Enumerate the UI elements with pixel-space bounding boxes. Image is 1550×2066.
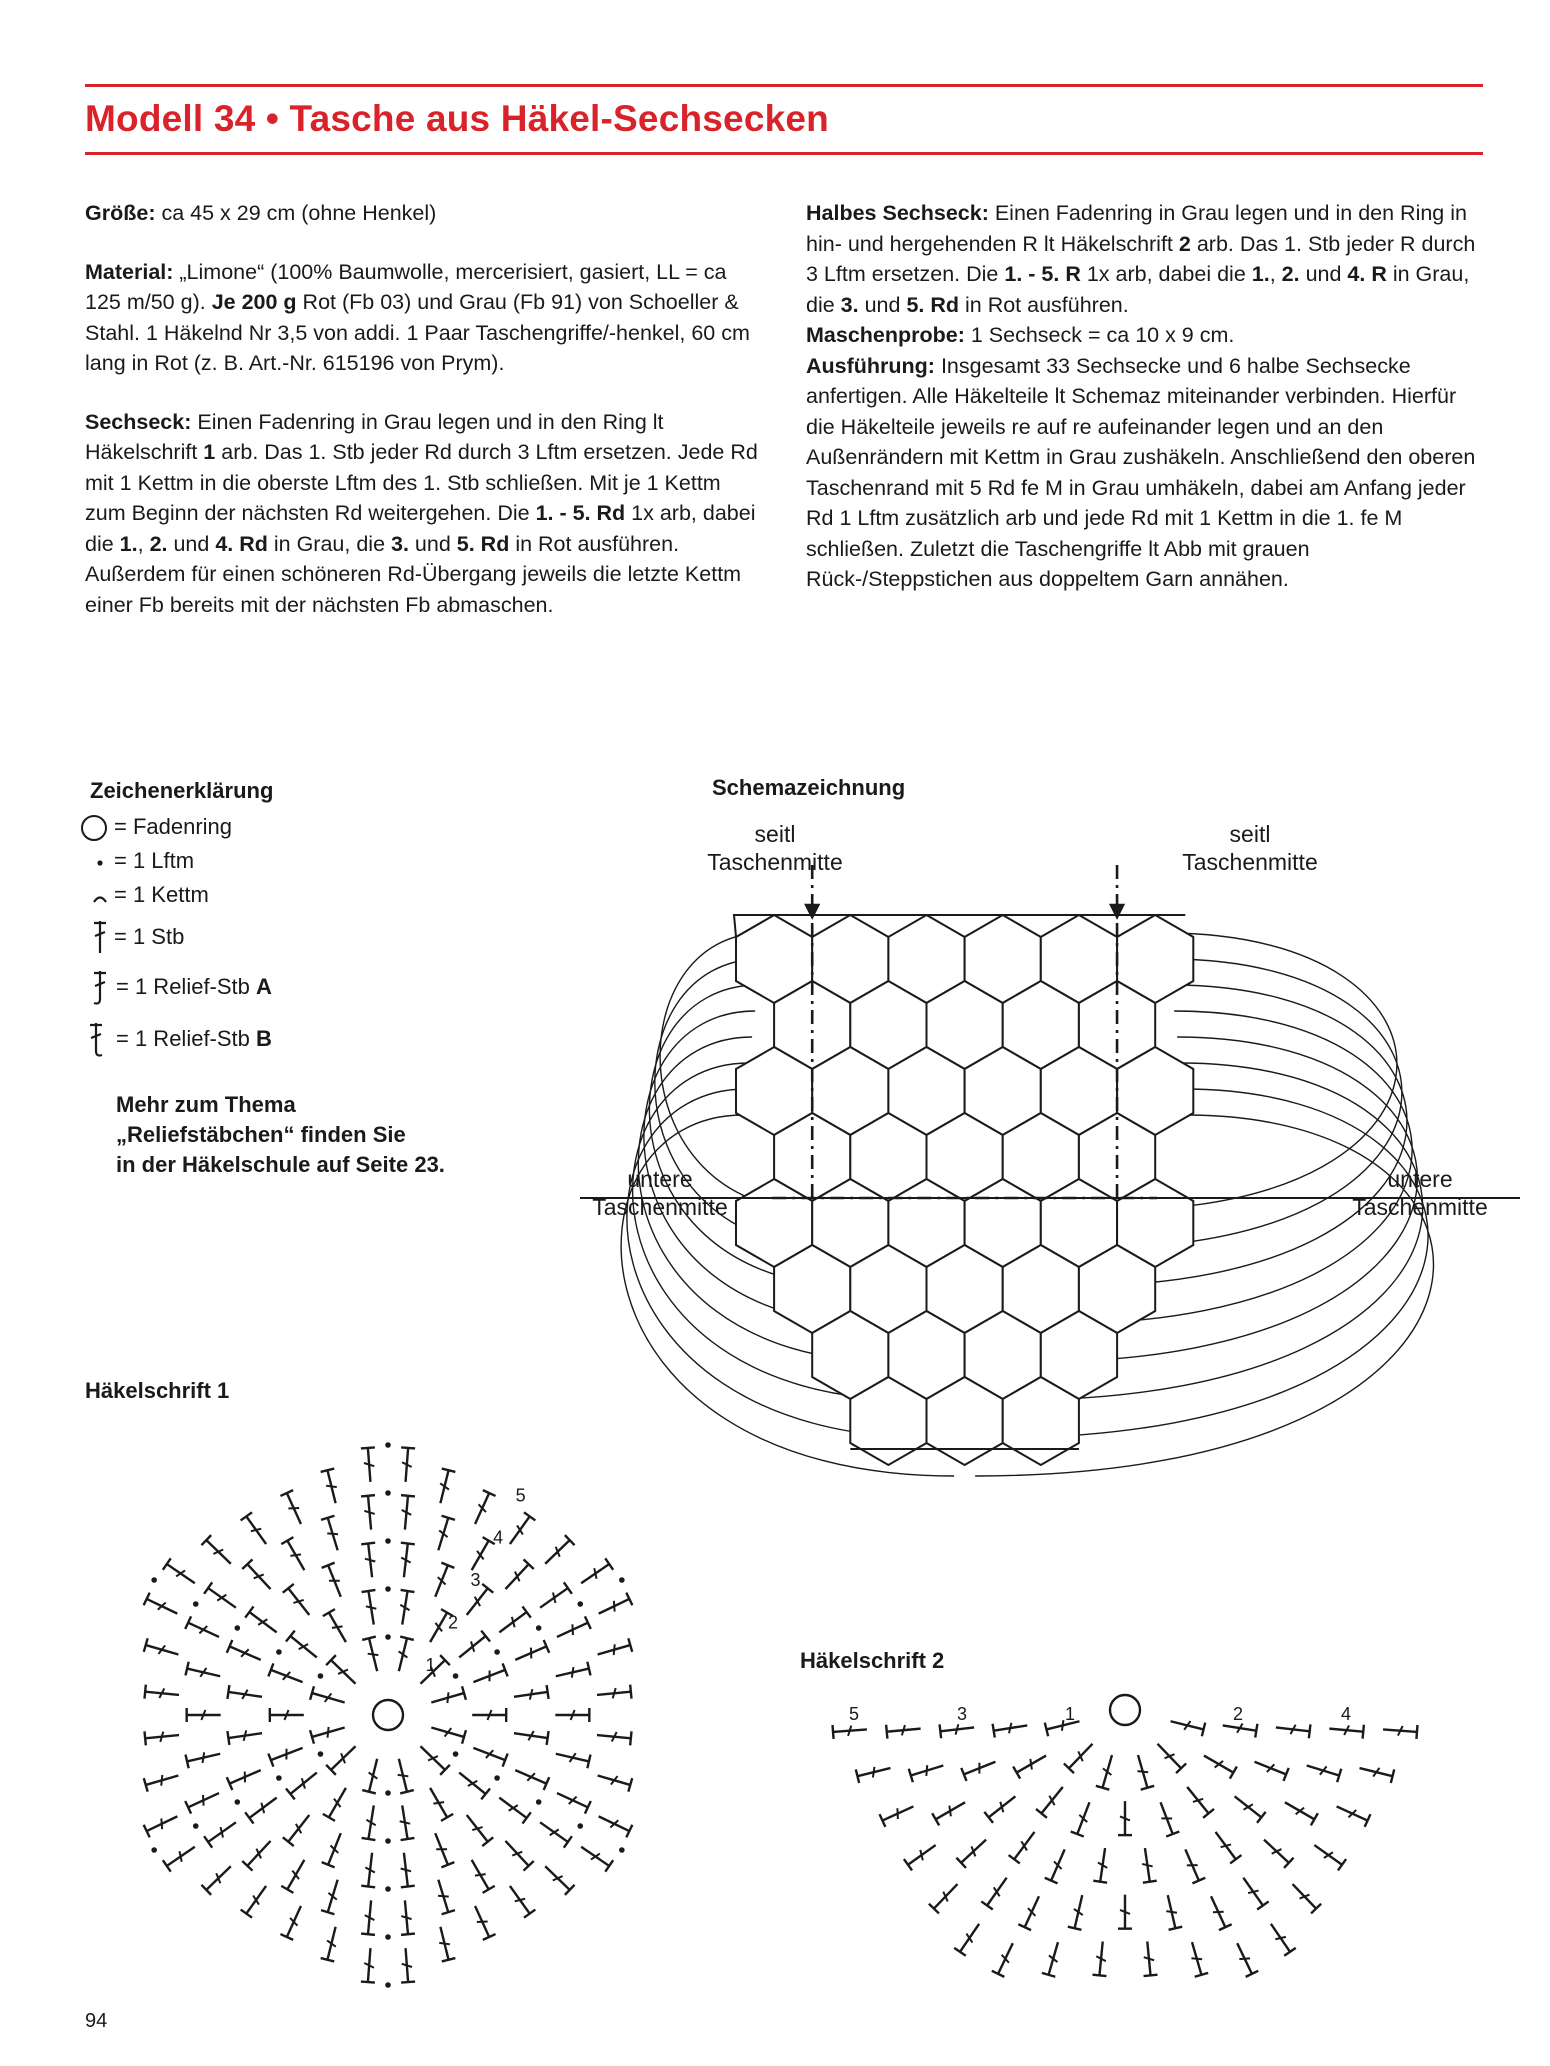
legend-item-relief-a xyxy=(72,972,272,1002)
legend-item-relief-b xyxy=(72,1024,272,1054)
execution-text: Insgesamt 33 Sechsecke und 6 halbe Sechsecke anfertigen. Alle Häkelteile lt Schemaz miteinander verbinden. Hierfür die Häkelteile jeweils re auf re aufeinander legen und an den Außenrändern mit Kettm in Grau zushäkeln. Anschließend den oberen Taschenrand mit 5 Rd fe M in Grau umhäkeln, dabei am Anfang jeder Rd 1 Lftm zusätzlich arb und jede Rd mit 1 Kettm in die 1. fe M schließen. Zuletzt die Taschengriffe lt Abb mit grauen Rück-/Steppstichen aus doppeltem Garn annähen. xyxy=(806,353,1476,591)
stitch-stb-top xyxy=(401,1934,415,1935)
stitch-stb-top xyxy=(441,1814,453,1821)
stitch-stb-bar xyxy=(326,1486,337,1487)
stitch-stb-top xyxy=(954,1948,966,1956)
legend-item-text xyxy=(114,1026,272,1052)
schema-diagram xyxy=(580,775,1520,1495)
chain-dot xyxy=(385,1838,391,1844)
stitch-stb-top xyxy=(361,1934,375,1935)
stitch-stb-bar xyxy=(251,1529,261,1532)
size-text: ca 45 x 29 cm (ohne Henkel) xyxy=(155,201,437,225)
half-text: in Rot ausführen. xyxy=(959,292,1129,317)
stitch-stb-top xyxy=(940,1724,942,1738)
stitch-stb-top xyxy=(993,1724,995,1738)
stitch-stb-top xyxy=(1013,1766,1020,1778)
stitch-stb-bar xyxy=(477,1922,488,1923)
bottom-label-line: untere xyxy=(627,1166,693,1192)
stitch-stb-bar xyxy=(1030,1759,1032,1770)
stitch-stb-top xyxy=(1202,1723,1205,1737)
hexagon-bold: 2. xyxy=(149,531,168,556)
stitch-stb-top xyxy=(547,1731,549,1745)
stitch-stb-top xyxy=(1309,1724,1311,1738)
legend-item-text: = Fadenring xyxy=(114,814,233,839)
stitch-stb-top xyxy=(904,1859,912,1870)
legend-item-stb xyxy=(72,922,184,952)
half-text: arb. Das 1. Stb jeder R durch 3 Lftm ersetzen. Die xyxy=(806,231,1476,286)
chain-dot xyxy=(385,1490,391,1496)
side-center-label-left xyxy=(675,820,875,876)
stitch-stb-top xyxy=(522,1812,530,1823)
legend-item-bold: A xyxy=(256,974,272,999)
stitch-stb-bar xyxy=(161,1775,162,1786)
stitch-stb-bar xyxy=(1213,1912,1224,1913)
more-info-line: Mehr zum Thema xyxy=(116,1092,296,1117)
legend-item-lftm xyxy=(72,846,194,876)
stitch-stb-top xyxy=(321,1958,335,1961)
stitch-stb-bar xyxy=(897,1808,898,1819)
stitch-stb-top xyxy=(1391,1769,1394,1783)
hexagon-text: 1x arb, dabei die xyxy=(85,501,756,556)
stitch-stb-bar xyxy=(439,1943,450,1944)
chain-dot xyxy=(577,1601,583,1607)
page-title: Modell 34 • Tasche aus Häkel-Sechsecken xyxy=(85,98,829,139)
stitch-stb-top xyxy=(321,1469,335,1472)
stitch-stb-top xyxy=(1093,1881,1107,1883)
stitch-stb-top xyxy=(362,1637,376,1640)
chain-dot xyxy=(385,1634,391,1640)
half-text: und xyxy=(858,292,907,317)
stitch-stb-bar xyxy=(572,1624,573,1635)
chain-dot xyxy=(453,1673,459,1679)
stitch-stb-top xyxy=(1416,1725,1417,1739)
bottom-label-line: untere xyxy=(1387,1166,1453,1192)
chain-dot xyxy=(494,1649,500,1655)
stitch-stb-bar xyxy=(1239,1958,1250,1959)
stitch-stb-bar xyxy=(1275,1937,1286,1939)
legend-item-text xyxy=(114,974,272,1000)
stitch-stb-top xyxy=(241,1512,252,1520)
stitch-stb-top xyxy=(361,1543,375,1545)
chain-dot xyxy=(619,1847,625,1853)
stitch-stb-top xyxy=(401,1590,415,1592)
stitch-stb-top xyxy=(1284,1948,1296,1956)
legend-item-text: = 1 Stb xyxy=(114,924,185,949)
stitch-stb-top xyxy=(163,1860,171,1872)
material-text: Rot (Fb 03) und Grau (Fb 91) von Schoeller & Stahl. 1 Häkelnd Nr 3,5 von addi. 1 Paar Taschengriffe/-henkel, 60 cm lang in Rot (z. B. Art.-Nr. 615196 von Prym). xyxy=(85,290,750,375)
chain-dot xyxy=(536,1799,542,1805)
hexagon-text: , xyxy=(137,531,150,556)
stitch-stb-bar xyxy=(530,1689,533,1699)
stitch-stb-bar xyxy=(328,1727,329,1738)
right-text-column xyxy=(806,198,1488,595)
stitch-stb-top xyxy=(400,1790,414,1793)
half-bold: 4. R xyxy=(1347,262,1387,286)
row-label: 3 xyxy=(957,1704,968,1724)
title-rule-top xyxy=(85,84,1483,87)
stitch-stb-bar xyxy=(398,1775,409,1776)
more-info-line: in der Häkelschule auf Seite 23. xyxy=(116,1152,445,1177)
chain-dot xyxy=(385,1790,391,1796)
material-paragraph xyxy=(85,257,765,379)
stitch-stb-top xyxy=(856,1769,859,1783)
half-text: , xyxy=(1269,262,1282,286)
stitch-stb-top xyxy=(281,1537,293,1544)
stitch-stb-bar xyxy=(1062,1720,1063,1731)
stitch-stb-bar xyxy=(949,1806,951,1817)
stitch-stb-bar xyxy=(1191,1958,1202,1959)
crochet-chart-2-diagram xyxy=(795,1680,1495,2010)
chain-dot xyxy=(619,1577,625,1583)
stitch-stb-top xyxy=(400,1637,414,1640)
stitch-stb-bar xyxy=(614,1601,615,1612)
crochet-chart-1-diagram xyxy=(88,1410,748,2020)
hexagon-bold: 4. Rd xyxy=(215,531,268,556)
legend-item-kettm xyxy=(72,880,209,910)
stitch-stb-bar xyxy=(203,1752,205,1763)
stitch-stb-top xyxy=(1257,1901,1268,1909)
hexagon-bold: 1. xyxy=(119,531,138,556)
round-label: 4 xyxy=(493,1527,504,1548)
stitch-stb-top xyxy=(1045,1723,1048,1737)
stitch-stb-bar xyxy=(221,1827,223,1837)
material-label: Material: xyxy=(85,259,174,284)
stitch-stb-bar xyxy=(290,1554,301,1556)
legend-item-bold: B xyxy=(256,1026,272,1051)
round-label: 3 xyxy=(470,1570,481,1591)
stitch-stb-bar xyxy=(873,1767,874,1778)
chain-dot xyxy=(385,1442,391,1448)
stb-icon xyxy=(72,917,112,957)
half-bold: 1. - 5. R xyxy=(1004,262,1081,286)
execution-label: Ausführung: xyxy=(806,353,935,378)
stitch-stb-top xyxy=(362,1838,376,1840)
stitch-stb-bar xyxy=(401,1869,411,1872)
hexagon-bold: 5. Rd xyxy=(456,531,510,556)
stitch-stb-bar xyxy=(594,1568,596,1579)
stitch-stb-top xyxy=(361,1886,375,1888)
stitch-stb-top xyxy=(401,1886,415,1888)
chain-dot xyxy=(385,1982,391,1988)
stitch-stb-top xyxy=(323,1609,335,1616)
hexagon-bold: 3. xyxy=(391,531,409,556)
legend-heading: Zeichenerklärung xyxy=(90,778,274,803)
chain-dot xyxy=(385,1538,391,1544)
stitch-stb-top xyxy=(1230,1855,1241,1863)
stitch-stb-bar xyxy=(572,1667,574,1678)
chain-dot xyxy=(276,1775,282,1781)
half-bold: 2. xyxy=(1281,262,1300,286)
title-rule-bottom xyxy=(85,152,1483,155)
stitch-stb-top xyxy=(401,1495,415,1496)
row-label: 2 xyxy=(1233,1704,1244,1724)
stitch-stb-top xyxy=(932,1813,939,1825)
stitch-stb-bar xyxy=(400,1821,411,1823)
gauge-label: Maschenprobe: xyxy=(806,323,965,347)
round-label: 5 xyxy=(515,1485,526,1506)
stitch-stb-bar xyxy=(447,1692,448,1703)
stitch-stb-top xyxy=(362,1790,376,1793)
stitch-stb-top xyxy=(564,1582,572,1593)
schema-heading: Schemazeichnung xyxy=(712,775,906,800)
chain-dot xyxy=(151,1847,157,1853)
fadenring-symbol xyxy=(1110,1695,1140,1725)
stitch-stb-top xyxy=(587,1755,590,1769)
stitch-stb-top xyxy=(361,1447,375,1448)
stitch-stb-top xyxy=(361,1495,375,1496)
stitch-stb-bar xyxy=(515,1899,525,1902)
more-info-line: „Reliefstäbchen“ finden Sie xyxy=(116,1122,406,1147)
half-bold: 5. Rd xyxy=(906,292,960,317)
schema-drawing xyxy=(580,775,1520,1495)
row-label: 4 xyxy=(1341,1704,1352,1724)
stitch-stb-top xyxy=(605,1558,613,1570)
bottom-center-label-left xyxy=(565,1165,755,1221)
half-bold: 3. xyxy=(840,292,859,317)
row-label: 1 xyxy=(1065,1704,1076,1724)
side-label-line: seitl xyxy=(1229,821,1271,847)
stitch-stb-top xyxy=(145,1685,146,1699)
chain-dot xyxy=(235,1625,241,1631)
stitch-stb-bar xyxy=(368,1654,379,1655)
stitch-stb-top xyxy=(204,1582,212,1593)
stitch-stb-bar xyxy=(288,1508,299,1509)
stitch-stb-top xyxy=(401,1838,415,1840)
stitch-stb-top xyxy=(1068,1927,1082,1930)
stitch-stb-top xyxy=(163,1558,171,1570)
stitch-stb-top xyxy=(227,1685,229,1699)
chain-dot xyxy=(193,1823,199,1829)
stitch-stb-bar xyxy=(1166,1911,1177,1913)
stitch-stb-top xyxy=(547,1685,549,1699)
stitch-stb-top xyxy=(1143,1881,1157,1883)
stitch-stb-top xyxy=(401,1543,415,1545)
stitch-stb-bar xyxy=(161,1818,162,1829)
size-label: Größe: xyxy=(85,201,156,225)
stitch-stb-bar xyxy=(1009,1723,1011,1734)
hexagon-text: und xyxy=(167,531,216,556)
stitch-stb-bar xyxy=(203,1795,204,1806)
stitch-stb-top xyxy=(204,1836,212,1847)
stitch-stb-bar xyxy=(433,1802,444,1804)
stitch-stb-bar xyxy=(327,1533,338,1534)
stitch-stb-top xyxy=(524,1910,535,1918)
stitch-stb-top xyxy=(227,1731,229,1745)
stitch-stb-bar xyxy=(920,1850,923,1860)
stitch-stb-top xyxy=(281,1886,293,1893)
stitch-stb-bar xyxy=(926,1765,927,1776)
stitch-stb-top xyxy=(145,1731,146,1745)
stitch-stb-bar xyxy=(614,1644,615,1655)
gauge-paragraph xyxy=(806,320,1488,351)
chart2-heading: Häkelschrift 2 xyxy=(800,1648,945,1673)
hexagon-text: in Rot ausführen. Außerdem für einen schöneren Rd-Übergang jeweils die letzte Kettm einer Fb bereits mit der nächsten Fb abmaschen. xyxy=(85,531,742,617)
stitch-stb-bar xyxy=(956,1724,959,1734)
left-text-column xyxy=(85,198,765,648)
execution-paragraph xyxy=(806,351,1488,595)
hexagon-text: und xyxy=(408,531,457,556)
stitch-stb-top xyxy=(630,1731,631,1745)
stitch-stb-bar xyxy=(332,1626,343,1628)
hexagon-grid xyxy=(734,915,1193,1465)
stitch-stb-bar xyxy=(1142,1864,1152,1867)
stitch-stb-bar xyxy=(475,1874,486,1876)
stitch-stb-top xyxy=(833,1725,834,1739)
stitch-stb-top xyxy=(442,1469,456,1472)
half-text: 1x arb, dabei die xyxy=(1080,262,1252,286)
stitch-stb-top xyxy=(186,1755,189,1769)
stitch-stb-top xyxy=(323,1814,335,1821)
stitch-stb-top xyxy=(1144,1975,1158,1976)
material-text: „Limone“ (100% Baumwolle, mercerisiert, gasiert, LL = ca 125 m/50 g). xyxy=(85,259,727,314)
chain-dot xyxy=(453,1751,459,1757)
stitch-stb-bar xyxy=(366,1606,377,1608)
stitch-stb-top xyxy=(245,1812,253,1823)
chain-dot xyxy=(318,1673,324,1679)
relief-stb-a-icon xyxy=(72,967,112,1007)
bottom-center-label-right xyxy=(1325,1165,1515,1221)
legend-item-fadenring xyxy=(72,812,232,842)
hexagon-bold: 1. - 5. Rd xyxy=(535,501,626,525)
stitch-stb-top xyxy=(241,1910,252,1918)
stitch-stb-top xyxy=(524,1512,535,1520)
stitch-stb-top xyxy=(1169,1927,1183,1930)
hexagon-bold: 1 xyxy=(203,440,216,464)
half-hexagon-paragraph xyxy=(806,198,1488,320)
stitch-stb-top xyxy=(1230,1766,1237,1778)
stitch-stb-top xyxy=(564,1836,572,1847)
stitch-stb-top xyxy=(186,1662,189,1676)
legend-item-text: = 1 Kettm xyxy=(114,882,209,907)
hexagon-text: in Grau, die xyxy=(267,531,391,556)
half-text: Einen Fadenring in Grau legen und in den Ring in hin- und hergehenden R lt Häkelschrift xyxy=(806,201,1467,256)
hexagon-paragraph xyxy=(85,407,765,621)
hexagon-text: Einen Fadenring in Grau legen und in den Ring lt Häkelschrift xyxy=(85,409,664,464)
chain-dot xyxy=(193,1601,199,1607)
fadenring-symbol xyxy=(373,1700,403,1730)
size-paragraph xyxy=(85,198,765,229)
chain-dot xyxy=(385,1586,391,1592)
stitch-stb-top xyxy=(886,1725,887,1739)
hexagon-label: Sechseck: xyxy=(85,409,192,434)
chain-dot xyxy=(494,1775,500,1781)
material-bold: Je 200 g xyxy=(211,290,297,314)
gauge-text: 1 Sechseck = ca 10 x 9 cm. xyxy=(964,323,1235,347)
stitch-stb-top xyxy=(587,1662,590,1676)
stitch-stb-top xyxy=(981,1901,992,1909)
relief-stb-b-icon xyxy=(72,1019,112,1059)
chain-dot xyxy=(385,1886,391,1892)
stitch-stb-top xyxy=(362,1590,376,1592)
round-label: 2 xyxy=(448,1612,459,1633)
bottom-label-line: Taschenmitte xyxy=(592,1194,728,1220)
chain-dot xyxy=(577,1823,583,1829)
stitch-stb-top xyxy=(1092,1975,1106,1976)
stitch-stb-top xyxy=(245,1606,253,1617)
stitch-stb-bar xyxy=(1221,1844,1231,1847)
stitch-stb-top xyxy=(630,1685,631,1699)
legend-item-text-part: = 1 Relief-Stb xyxy=(116,974,257,999)
stitch-stb-top xyxy=(1338,1859,1346,1870)
side-label-line: Taschenmitte xyxy=(1182,849,1318,875)
half-hexagon-label: Halbes Sechseck: xyxy=(806,201,989,225)
stitch-stb-top xyxy=(1311,1813,1318,1825)
stitch-stb-bar xyxy=(1137,1771,1148,1772)
legend-item-text-part: = 1 Relief-Stb xyxy=(116,1026,257,1051)
stitch-stb-top xyxy=(401,1982,415,1983)
side-label-line: Taschenmitte xyxy=(707,849,843,875)
stitch-stb-top xyxy=(522,1606,530,1617)
stitch-stb-bar xyxy=(261,1803,264,1813)
chain-dot xyxy=(235,1799,241,1805)
crochet-chart-2 xyxy=(795,1680,1495,2010)
legend-item-text: = 1 Lftm xyxy=(114,848,195,873)
half-text: und xyxy=(1299,262,1348,286)
half-bold: 2 xyxy=(1178,231,1191,256)
stitch-stb-bar xyxy=(365,1559,375,1562)
chain-dot xyxy=(318,1751,324,1757)
bottom-label-line: Taschenmitte xyxy=(1352,1194,1488,1220)
chain-dot xyxy=(276,1649,282,1655)
side-label-line: seitl xyxy=(754,821,796,847)
chain-dot xyxy=(385,1934,391,1940)
round-label: 1 xyxy=(425,1654,436,1675)
hexagon-text: arb. Das 1. Stb jeder Rd durch 3 Lftm ersetzen. Jede Rd mit 1 Kettm in die oberste Lftm des 1. Stb schließen. Mit je 1 Kettm zum Beginn der nächsten Rd weitergehen. Die xyxy=(85,440,758,525)
stitch-stb-bar xyxy=(1248,1891,1258,1893)
stitch-stb-bar xyxy=(438,1896,449,1897)
stitch-stb-top xyxy=(605,1860,613,1872)
side-center-label-right xyxy=(1150,820,1350,876)
stitch-stb-bar xyxy=(179,1851,181,1862)
stitch-stb-top xyxy=(401,1447,415,1448)
crochet-chart-1 xyxy=(88,1410,748,2020)
half-bold: 1. xyxy=(1251,262,1270,286)
stitch-stb-top xyxy=(442,1958,456,1961)
stitch-stb-top xyxy=(1009,1855,1020,1863)
stitch-stb-top xyxy=(361,1982,375,1983)
stitch-stb-bar xyxy=(244,1730,247,1740)
stitch-stb-top xyxy=(483,1886,495,1893)
stitch-stb-top xyxy=(1255,1724,1257,1738)
page-number: 94 xyxy=(85,2010,108,2032)
more-info-note xyxy=(116,1090,536,1180)
chain-dot xyxy=(151,1577,157,1583)
stitch-stb-bar xyxy=(512,1617,515,1627)
chain-dot xyxy=(536,1625,542,1631)
row-label: 5 xyxy=(849,1704,860,1724)
kettm-icon xyxy=(72,875,112,915)
half-text: in Grau, die xyxy=(806,262,1470,317)
chart1-heading: Häkelschrift 1 xyxy=(85,1378,230,1403)
stitch-stb-bar xyxy=(553,1592,555,1602)
stitch-stb-top xyxy=(1363,1725,1364,1739)
